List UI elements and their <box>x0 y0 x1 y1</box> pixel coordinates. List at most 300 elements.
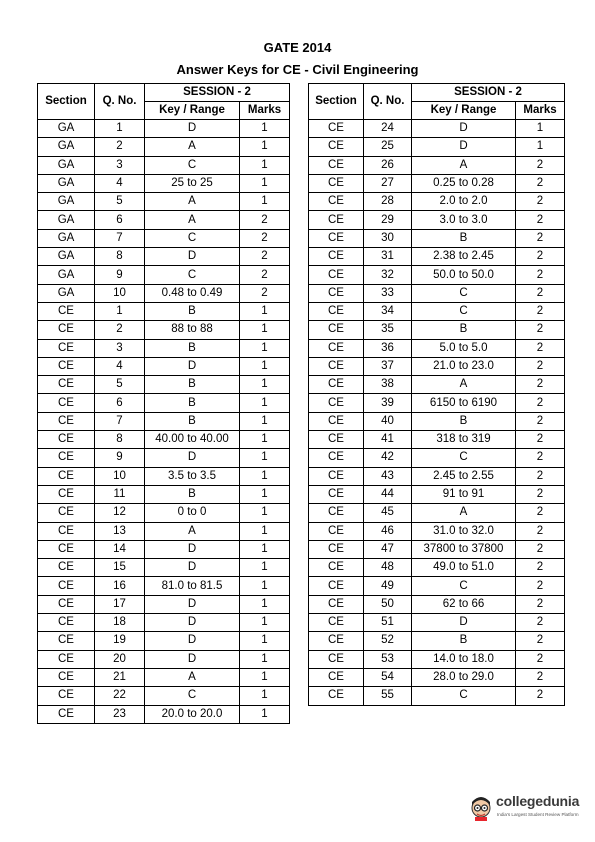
qno-cell: 23 <box>95 705 145 723</box>
logo-tagline: India's Largest Student Review Platform <box>497 812 579 817</box>
key-cell: B <box>145 485 240 503</box>
table-row <box>309 284 565 302</box>
section-cell: CE <box>309 650 364 668</box>
qno-cell: 5 <box>95 193 145 211</box>
key-cell: D <box>145 540 240 558</box>
qno-cell: 3 <box>95 156 145 174</box>
qno-cell: 25 <box>364 138 412 156</box>
key-cell: B <box>145 302 240 320</box>
qno-cell: 36 <box>364 339 412 357</box>
marks-cell: 1 <box>240 504 290 522</box>
marks-cell: 1 <box>240 412 290 430</box>
marks-cell: 1 <box>240 632 290 650</box>
key-cell: B <box>412 412 516 430</box>
header-section: Section <box>38 84 95 120</box>
marks-cell: 2 <box>516 559 565 577</box>
section-cell: CE <box>38 522 95 540</box>
table-row <box>309 449 565 467</box>
document-subtitle: Answer Keys for CE - Civil Engineering <box>176 62 419 77</box>
answer-table-left <box>37 83 290 724</box>
marks-cell: 1 <box>240 559 290 577</box>
table-row <box>309 522 565 540</box>
key-cell: C <box>145 229 240 247</box>
header-qno: Q. No. <box>364 84 412 120</box>
key-cell: B <box>145 394 240 412</box>
qno-cell: 37 <box>364 357 412 375</box>
section-cell: GA <box>38 174 95 192</box>
section-cell: CE <box>309 376 364 394</box>
table-row <box>38 193 290 211</box>
key-cell: D <box>145 120 240 138</box>
header-key: Key / Range <box>145 102 240 120</box>
marks-cell: 2 <box>240 229 290 247</box>
qno-cell: 43 <box>364 467 412 485</box>
section-cell: CE <box>38 595 95 613</box>
section-cell: GA <box>38 156 95 174</box>
table-row <box>309 614 565 632</box>
section-cell: CE <box>309 266 364 284</box>
section-cell: CE <box>309 248 364 266</box>
section-cell: CE <box>309 302 364 320</box>
section-cell: CE <box>38 632 95 650</box>
marks-cell: 2 <box>240 248 290 266</box>
qno-cell: 21 <box>95 668 145 686</box>
table-row <box>309 138 565 156</box>
marks-cell: 1 <box>240 467 290 485</box>
table-row <box>38 412 290 430</box>
section-cell: GA <box>38 211 95 229</box>
qno-cell: 28 <box>364 193 412 211</box>
marks-cell: 2 <box>516 687 565 705</box>
qno-cell: 40 <box>364 412 412 430</box>
header-session: SESSION - 2 <box>412 84 565 102</box>
section-cell: CE <box>309 595 364 613</box>
key-cell: 21.0 to 23.0 <box>412 357 516 375</box>
table-row <box>309 321 565 339</box>
section-cell: CE <box>309 357 364 375</box>
section-cell: CE <box>309 504 364 522</box>
marks-cell: 1 <box>240 156 290 174</box>
key-cell: A <box>412 504 516 522</box>
table-row <box>309 431 565 449</box>
marks-cell: 1 <box>516 120 565 138</box>
marks-cell: 2 <box>516 650 565 668</box>
section-cell: GA <box>38 266 95 284</box>
qno-cell: 2 <box>95 138 145 156</box>
table-row <box>309 156 565 174</box>
table-row <box>38 632 290 650</box>
table-row <box>38 540 290 558</box>
qno-cell: 49 <box>364 577 412 595</box>
key-cell: B <box>412 632 516 650</box>
table-row <box>309 174 565 192</box>
table-row <box>38 156 290 174</box>
qno-cell: 45 <box>364 504 412 522</box>
section-cell: CE <box>309 284 364 302</box>
marks-cell: 2 <box>516 485 565 503</box>
table-row <box>38 321 290 339</box>
section-cell: CE <box>309 211 364 229</box>
qno-cell: 32 <box>364 266 412 284</box>
qno-cell: 9 <box>95 266 145 284</box>
qno-cell: 52 <box>364 632 412 650</box>
qno-cell: 11 <box>95 485 145 503</box>
table-row <box>38 357 290 375</box>
qno-cell: 14 <box>95 540 145 558</box>
section-cell: GA <box>38 138 95 156</box>
table-row <box>38 229 290 247</box>
marks-cell: 1 <box>240 138 290 156</box>
key-cell: D <box>145 248 240 266</box>
marks-cell: 2 <box>516 412 565 430</box>
marks-cell: 1 <box>240 577 290 595</box>
table-row <box>309 211 565 229</box>
marks-cell: 2 <box>516 193 565 211</box>
marks-cell: 2 <box>240 266 290 284</box>
key-cell: 2.38 to 2.45 <box>412 248 516 266</box>
key-cell: D <box>145 595 240 613</box>
key-cell: 2.0 to 2.0 <box>412 193 516 211</box>
qno-cell: 16 <box>95 577 145 595</box>
section-cell: CE <box>38 504 95 522</box>
qno-cell: 15 <box>95 559 145 577</box>
table-row <box>38 705 290 723</box>
table-row <box>38 485 290 503</box>
section-cell: CE <box>38 650 95 668</box>
qno-cell: 44 <box>364 485 412 503</box>
table-row <box>38 248 290 266</box>
marks-cell: 2 <box>516 668 565 686</box>
table-row <box>38 174 290 192</box>
qno-cell: 20 <box>95 650 145 668</box>
key-cell: 5.0 to 5.0 <box>412 339 516 357</box>
qno-cell: 2 <box>95 321 145 339</box>
section-cell: GA <box>38 120 95 138</box>
table-row <box>38 522 290 540</box>
qno-cell: 53 <box>364 650 412 668</box>
qno-cell: 7 <box>95 229 145 247</box>
key-cell: 0 to 0 <box>145 504 240 522</box>
logo-name: collegedunia <box>496 793 580 809</box>
key-cell: C <box>145 687 240 705</box>
key-cell: A <box>145 211 240 229</box>
marks-cell: 1 <box>240 357 290 375</box>
marks-cell: 2 <box>516 266 565 284</box>
key-cell: D <box>412 120 516 138</box>
marks-cell: 2 <box>240 284 290 302</box>
qno-cell: 19 <box>95 632 145 650</box>
qno-cell: 42 <box>364 449 412 467</box>
key-cell: B <box>145 412 240 430</box>
key-cell: 6150 to 6190 <box>412 394 516 412</box>
marks-cell: 2 <box>516 174 565 192</box>
qno-cell: 10 <box>95 284 145 302</box>
section-cell: CE <box>38 339 95 357</box>
qno-cell: 8 <box>95 248 145 266</box>
qno-cell: 33 <box>364 284 412 302</box>
qno-cell: 35 <box>364 321 412 339</box>
qno-cell: 46 <box>364 522 412 540</box>
marks-cell: 1 <box>240 687 290 705</box>
table-row <box>309 632 565 650</box>
marks-cell: 2 <box>516 321 565 339</box>
qno-cell: 50 <box>364 595 412 613</box>
key-cell: D <box>145 614 240 632</box>
section-cell: CE <box>38 687 95 705</box>
section-cell: CE <box>38 357 95 375</box>
marks-cell: 1 <box>240 120 290 138</box>
section-cell: CE <box>38 412 95 430</box>
table-row <box>38 339 290 357</box>
section-cell: CE <box>38 321 95 339</box>
marks-cell: 1 <box>240 431 290 449</box>
marks-cell: 2 <box>516 595 565 613</box>
qno-cell: 34 <box>364 302 412 320</box>
key-cell: A <box>145 522 240 540</box>
table-row <box>309 467 565 485</box>
key-cell: C <box>412 302 516 320</box>
header-marks: Marks <box>516 102 565 120</box>
qno-cell: 27 <box>364 174 412 192</box>
key-cell: B <box>145 339 240 357</box>
table-row <box>38 211 290 229</box>
marks-cell: 2 <box>516 211 565 229</box>
section-cell: CE <box>309 321 364 339</box>
table-row <box>309 302 565 320</box>
section-cell: CE <box>309 522 364 540</box>
table-row <box>38 302 290 320</box>
qno-cell: 17 <box>95 595 145 613</box>
section-cell: CE <box>309 394 364 412</box>
qno-cell: 1 <box>95 120 145 138</box>
answer-table-right <box>308 83 565 706</box>
key-cell: 31.0 to 32.0 <box>412 522 516 540</box>
table-row <box>309 394 565 412</box>
header-key: Key / Range <box>412 102 516 120</box>
table-row <box>38 559 290 577</box>
key-cell: D <box>145 357 240 375</box>
section-cell: CE <box>38 485 95 503</box>
section-cell: CE <box>309 577 364 595</box>
key-cell: C <box>145 156 240 174</box>
marks-cell: 2 <box>516 248 565 266</box>
qno-cell: 7 <box>95 412 145 430</box>
key-cell: D <box>145 650 240 668</box>
collegedunia-logo <box>466 790 580 826</box>
marks-cell: 2 <box>516 632 565 650</box>
section-cell: CE <box>38 467 95 485</box>
marks-cell: 2 <box>516 449 565 467</box>
table-row <box>38 577 290 595</box>
key-cell: C <box>412 577 516 595</box>
table-row <box>38 687 290 705</box>
section-cell: CE <box>309 229 364 247</box>
section-cell: CE <box>309 412 364 430</box>
key-cell: 28.0 to 29.0 <box>412 668 516 686</box>
section-cell: CE <box>309 156 364 174</box>
marks-cell: 1 <box>240 650 290 668</box>
section-cell: CE <box>309 632 364 650</box>
marks-cell: 2 <box>516 431 565 449</box>
marks-cell: 2 <box>516 577 565 595</box>
key-cell: A <box>412 156 516 174</box>
qno-cell: 54 <box>364 668 412 686</box>
qno-cell: 13 <box>95 522 145 540</box>
marks-cell: 2 <box>516 357 565 375</box>
marks-cell: 1 <box>240 449 290 467</box>
key-cell: 37800 to 37800 <box>412 540 516 558</box>
qno-cell: 1 <box>95 302 145 320</box>
marks-cell: 1 <box>240 394 290 412</box>
key-cell: 50.0 to 50.0 <box>412 266 516 284</box>
qno-cell: 6 <box>95 394 145 412</box>
key-cell: 62 to 66 <box>412 595 516 613</box>
section-cell: CE <box>38 559 95 577</box>
marks-cell: 2 <box>516 394 565 412</box>
qno-cell: 4 <box>95 357 145 375</box>
marks-cell: 1 <box>240 668 290 686</box>
qno-cell: 12 <box>95 504 145 522</box>
key-cell: 0.25 to 0.28 <box>412 174 516 192</box>
qno-cell: 30 <box>364 229 412 247</box>
key-cell: A <box>412 376 516 394</box>
table-row <box>309 504 565 522</box>
table-row <box>309 559 565 577</box>
qno-cell: 10 <box>95 467 145 485</box>
key-cell: B <box>145 376 240 394</box>
qno-cell: 4 <box>95 174 145 192</box>
marks-cell: 2 <box>516 229 565 247</box>
qno-cell: 51 <box>364 614 412 632</box>
marks-cell: 2 <box>516 467 565 485</box>
section-cell: CE <box>309 120 364 138</box>
table-row <box>309 595 565 613</box>
section-cell: CE <box>309 614 364 632</box>
key-cell: B <box>412 229 516 247</box>
section-cell: CE <box>38 705 95 723</box>
marks-cell: 1 <box>240 540 290 558</box>
table-row <box>38 668 290 686</box>
qno-cell: 9 <box>95 449 145 467</box>
section-cell: GA <box>38 284 95 302</box>
key-cell: D <box>412 614 516 632</box>
table-row <box>38 266 290 284</box>
table-row <box>309 650 565 668</box>
table-row <box>309 193 565 211</box>
key-cell: 20.0 to 20.0 <box>145 705 240 723</box>
section-cell: CE <box>309 339 364 357</box>
section-cell: CE <box>309 668 364 686</box>
key-cell: 14.0 to 18.0 <box>412 650 516 668</box>
qno-cell: 3 <box>95 339 145 357</box>
qno-cell: 47 <box>364 540 412 558</box>
marks-cell: 1 <box>240 614 290 632</box>
header-session: SESSION - 2 <box>145 84 290 102</box>
table-row <box>38 614 290 632</box>
key-cell: C <box>412 687 516 705</box>
qno-cell: 55 <box>364 687 412 705</box>
key-cell: D <box>145 449 240 467</box>
qno-cell: 18 <box>95 614 145 632</box>
marks-cell: 1 <box>240 376 290 394</box>
section-cell: CE <box>309 485 364 503</box>
key-cell: C <box>412 284 516 302</box>
key-cell: 25 to 25 <box>145 174 240 192</box>
section-cell: CE <box>309 559 364 577</box>
marks-cell: 2 <box>516 540 565 558</box>
marks-cell: 1 <box>240 321 290 339</box>
section-cell: CE <box>38 376 95 394</box>
section-cell: CE <box>309 540 364 558</box>
table-row <box>38 650 290 668</box>
marks-cell: 2 <box>516 156 565 174</box>
marks-cell: 1 <box>240 174 290 192</box>
qno-cell: 48 <box>364 559 412 577</box>
key-cell: 40.00 to 40.00 <box>145 431 240 449</box>
section-cell: CE <box>309 449 364 467</box>
marks-cell: 2 <box>516 522 565 540</box>
marks-cell: 1 <box>240 522 290 540</box>
table-row <box>309 248 565 266</box>
section-cell: CE <box>38 302 95 320</box>
section-cell: CE <box>309 193 364 211</box>
section-cell: GA <box>38 229 95 247</box>
marks-cell: 1 <box>516 138 565 156</box>
key-cell: A <box>145 668 240 686</box>
table-row <box>38 376 290 394</box>
header-marks: Marks <box>240 102 290 120</box>
marks-cell: 1 <box>240 705 290 723</box>
key-cell: 318 to 319 <box>412 431 516 449</box>
answer-table-right-body <box>309 120 565 706</box>
marks-cell: 2 <box>516 504 565 522</box>
key-cell: 0.48 to 0.49 <box>145 284 240 302</box>
marks-cell: 1 <box>240 485 290 503</box>
key-cell: 88 to 88 <box>145 321 240 339</box>
key-cell: B <box>412 321 516 339</box>
key-cell: A <box>145 193 240 211</box>
key-cell: 91 to 91 <box>412 485 516 503</box>
section-cell: CE <box>309 431 364 449</box>
section-cell: CE <box>309 138 364 156</box>
section-cell: CE <box>38 394 95 412</box>
table-row <box>309 577 565 595</box>
marks-cell: 2 <box>240 211 290 229</box>
marks-cell: 1 <box>240 339 290 357</box>
key-cell: C <box>412 449 516 467</box>
header-qno: Q. No. <box>95 84 145 120</box>
qno-cell: 26 <box>364 156 412 174</box>
marks-cell: 1 <box>240 595 290 613</box>
table-row <box>309 687 565 705</box>
key-cell: 49.0 to 51.0 <box>412 559 516 577</box>
qno-cell: 5 <box>95 376 145 394</box>
key-cell: 3.5 to 3.5 <box>145 467 240 485</box>
table-row <box>38 449 290 467</box>
section-cell: CE <box>38 614 95 632</box>
table-row <box>309 668 565 686</box>
key-cell: D <box>145 632 240 650</box>
section-cell: CE <box>38 431 95 449</box>
qno-cell: 24 <box>364 120 412 138</box>
key-cell: 2.45 to 2.55 <box>412 467 516 485</box>
key-cell: D <box>412 138 516 156</box>
table-row <box>309 376 565 394</box>
table-row <box>38 504 290 522</box>
table-row <box>309 485 565 503</box>
section-cell: CE <box>38 449 95 467</box>
section-cell: CE <box>38 577 95 595</box>
